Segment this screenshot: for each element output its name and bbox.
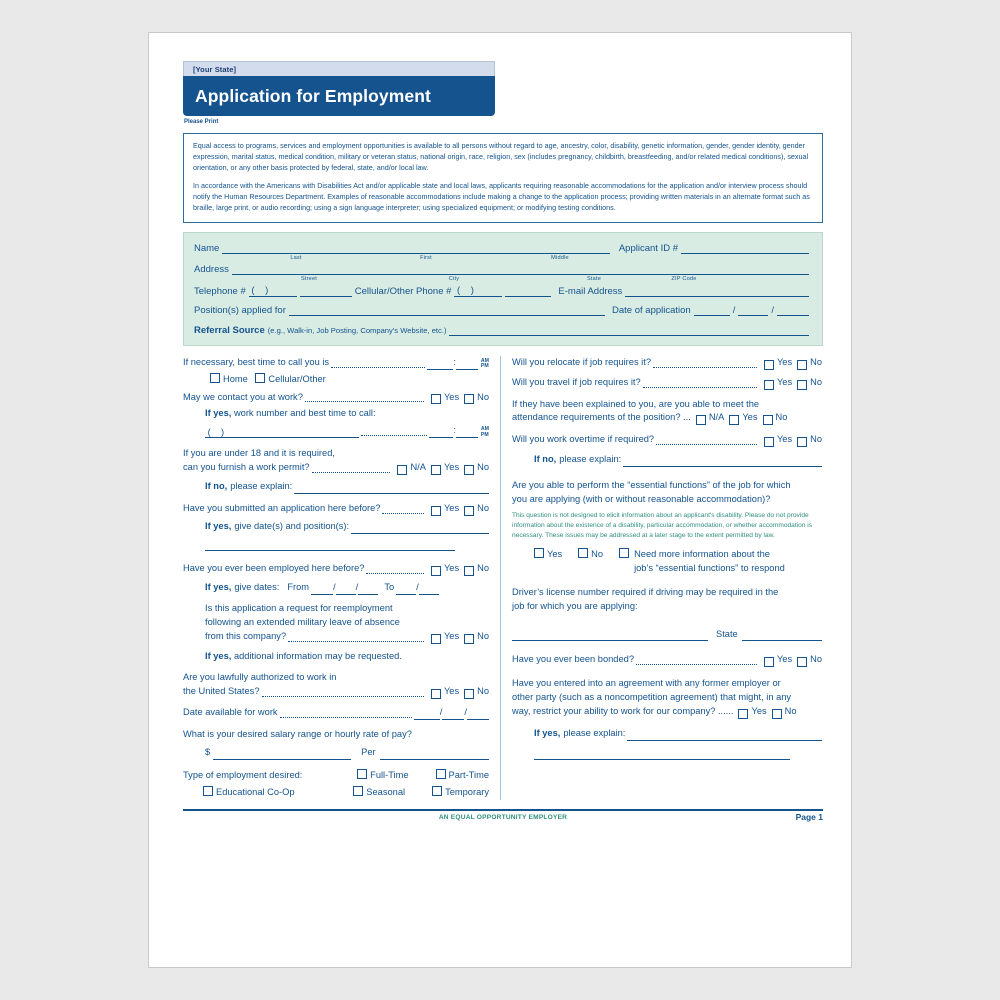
- reemployment-row: [205, 630, 489, 644]
- reemployment-line3: from this company?: [205, 631, 287, 641]
- agreement-explain-input-2[interactable]: [534, 749, 790, 760]
- work-number-areacode-input[interactable]: ( ): [205, 426, 253, 438]
- checkbox-authorized-no[interactable]: [464, 689, 474, 699]
- agreement-explain-label: please explain:: [563, 728, 626, 739]
- bonded-label: Have you ever been bonded?: [512, 654, 634, 665]
- checkbox-work-permit-na[interactable]: [397, 465, 407, 475]
- checkbox-relocate-no[interactable]: [797, 360, 807, 370]
- checkbox-bonded-yes[interactable]: [764, 657, 774, 667]
- caption-zip: ZIP Code: [671, 275, 697, 282]
- phone-row: [194, 285, 812, 297]
- name-input[interactable]: [222, 242, 610, 254]
- address-subcaptions: [194, 276, 812, 282]
- date-of-application-label: Date of application: [612, 304, 691, 316]
- checkbox-overtime-no[interactable]: [797, 437, 807, 447]
- email-label: E-mail Address: [558, 285, 623, 297]
- caption-last: Last: [290, 254, 302, 261]
- applied-before-dates-label: give date(s) and position(s):: [234, 521, 350, 532]
- drivers-license-row: [512, 628, 822, 642]
- am-pm-marker-2: [481, 427, 489, 438]
- checkbox-applied-before-yes[interactable]: [431, 506, 441, 516]
- applied-before-dates-row: [205, 520, 489, 534]
- authorized-row: [183, 685, 489, 699]
- if-no-label-2: If no,: [534, 454, 557, 465]
- employed-before-row: [183, 562, 489, 576]
- checkbox-bonded-no[interactable]: [797, 657, 807, 667]
- state-tag-label: [Your State]: [193, 64, 237, 74]
- to-label: To: [384, 582, 395, 593]
- position-row: Position(s) applied for Date of application / /: [194, 304, 812, 316]
- authorized-line1: Are you lawfully authorized to work in: [183, 671, 337, 682]
- ada-paragraph-2: In accordance with the Americans with Disabilities Act and/or applicable state and local laws, applicants requiring reasonable accommodations for the application and/or interview process should notify the Human Resources Department. Examples of reasonable accommodations include making a change to the application process; providing written materials in an alternate format such as braille, large print, or audio recording; using a sign language interpreter; using specialized equipment; or modifying testing conditions.: [193, 180, 810, 212]
- essential-yes-label: Yes: [547, 548, 563, 559]
- overtime-explain-input[interactable]: [623, 456, 822, 467]
- date-available-row: Date available for work / /: [183, 706, 489, 720]
- reemployment-additional-label: additional information may be requested.: [233, 650, 402, 661]
- caption-middle: Middle: [551, 254, 569, 261]
- cellular-label: Cellular/Other Phone #: [354, 285, 452, 297]
- option-home-label: Home: [223, 373, 248, 384]
- cellular-areacode-input[interactable]: ( ): [454, 285, 502, 297]
- bonded-yes-label: Yes: [776, 654, 793, 665]
- caption-street: Street: [300, 275, 318, 282]
- column-divider: [500, 356, 501, 800]
- position-input[interactable]: [289, 304, 605, 316]
- address-row: [194, 263, 812, 275]
- travel-label: Will you travel if job requires it?: [512, 376, 641, 387]
- authorized-no-label: No: [477, 685, 489, 696]
- applied-before-no-label: No: [477, 503, 489, 514]
- agreement-explain-row2: [534, 749, 822, 763]
- drivers-license-line1: Driver’s license number required if driving may be required in the: [512, 586, 779, 597]
- essential-functions-line2: you are applying (with or without reasonable accommodation)?: [512, 494, 771, 505]
- agreement-line1: Have you entered into an agreement with any former employer or: [512, 678, 781, 689]
- if-yes-label-2: If yes,: [205, 521, 232, 532]
- employed-give-dates-label: give dates:: [234, 582, 280, 593]
- work-permit-explain-row: [205, 480, 489, 494]
- checkbox-contact-work-yes[interactable]: [431, 394, 441, 404]
- overtime-explain-row: [534, 453, 822, 467]
- attendance-line2: attendance requirements of the position? ...: [512, 412, 691, 423]
- work-number-label: work number and best time to call:: [233, 408, 376, 419]
- full-time-label: Full-Time: [370, 769, 409, 780]
- caption-city: City: [448, 275, 460, 282]
- per-label: Per: [361, 746, 376, 757]
- checkbox-attendance-yes[interactable]: [729, 415, 739, 425]
- authorized-yes-label: Yes: [443, 685, 460, 696]
- best-time-to-call-label: If necessary, best time to call you is: [183, 356, 330, 367]
- essential-functions-note: This question is not designed to elicit information about an applicant’s disability. Please do not provide information about the existence of a disability, particular accommodation, or whether accommodation is necessary. These issues may be addressed at a later stage to the extent permitted by law.: [512, 512, 813, 539]
- checkbox-cellular-other[interactable]: [255, 373, 265, 383]
- agreement-explain-row: [534, 727, 822, 741]
- email-input[interactable]: [625, 285, 809, 297]
- right-question-column: [512, 356, 822, 800]
- name-row: [194, 242, 812, 254]
- work-number-prompt: [205, 407, 489, 421]
- telephone-areacode-input[interactable]: ( ): [249, 285, 297, 297]
- checkbox-full-time[interactable]: [357, 769, 367, 779]
- contact-location-options: [205, 373, 489, 387]
- if-no-label-1: If no,: [205, 481, 228, 492]
- checkbox-applied-before-no[interactable]: [464, 506, 474, 516]
- date-available-year-input[interactable]: [467, 709, 489, 720]
- travel-row: [512, 376, 822, 390]
- applicant-id-label: Applicant ID #: [618, 242, 678, 254]
- overtime-yes-label: Yes: [776, 434, 793, 445]
- work-permit-yes-label: Yes: [443, 462, 460, 473]
- eeo-notice-box: [183, 133, 823, 223]
- checkbox-authorized-yes[interactable]: [431, 689, 441, 699]
- work-call-minute-input[interactable]: [456, 427, 478, 438]
- employment-type-row-1: [183, 769, 489, 783]
- contact-at-work-label: May we contact you at work?: [183, 391, 303, 402]
- attendance-yes-label: Yes: [742, 412, 758, 423]
- overtime-no-label: No: [810, 434, 822, 445]
- if-yes-label-1: If yes,: [205, 408, 232, 419]
- employed-before-label: Have you ever been employed here before?: [183, 562, 365, 573]
- reemployment-additional-row: [205, 650, 489, 664]
- checkbox-agreement-yes[interactable]: [738, 709, 748, 719]
- relocate-yes-label: Yes: [776, 356, 793, 367]
- employed-before-yes-label: Yes: [443, 562, 460, 573]
- am-label-2: AM: [480, 426, 489, 433]
- employed-before-dates-row: If yes, give dates: From / / To /: [205, 581, 489, 595]
- employment-type-label: Type of employment desired:: [183, 769, 303, 780]
- option-cellular-other-label: Cellular/Other: [268, 373, 326, 384]
- name-subcaptions: [194, 255, 812, 261]
- drivers-license-line2: job for which you are applying:: [512, 600, 638, 611]
- essential-functions-line1: Are you able to perform the “essential functions” of the job for which: [512, 480, 791, 491]
- date-available-label: Date available for work: [183, 707, 278, 718]
- employment-type-row-2: [183, 786, 489, 800]
- travel-no-label: No: [810, 376, 822, 387]
- part-time-label: Part-Time: [448, 769, 489, 780]
- checkbox-essential-need-more-info[interactable]: [619, 548, 629, 558]
- relocate-no-label: No: [810, 356, 822, 367]
- educational-coop-label: Educational Co-Op: [216, 786, 295, 797]
- checkbox-travel-no[interactable]: [797, 380, 807, 390]
- telephone-label: Telephone #: [194, 285, 246, 297]
- if-yes-label-5: If yes,: [534, 728, 561, 739]
- essential-no-label: No: [591, 548, 604, 559]
- attendance-no-label: No: [775, 412, 788, 423]
- employed-from-month-input[interactable]: [311, 584, 333, 595]
- checkbox-seasonal[interactable]: [353, 786, 363, 796]
- referral-row: [194, 324, 812, 336]
- checkbox-home[interactable]: [210, 373, 220, 383]
- salary-per-input[interactable]: [380, 749, 489, 760]
- license-state-label: State: [716, 628, 738, 639]
- reemployment-no-label: No: [477, 631, 489, 641]
- license-state-input[interactable]: [742, 630, 822, 641]
- date-day-input[interactable]: [738, 304, 768, 316]
- eeo-paragraph-1: Equal access to programs, services and employment opportunities is available to all persons without regard to age, ancestry, color, disability, genetic information, gender, gender identity, gender expression, marital status, medical condition, military or veteran status, national origin, race, religion, sex (includes pregnancy, childbirth, breastfeeding, and/or related medical conditions), sexual orientation, or any other basis protected by federal, state, and/or local law.: [193, 141, 809, 172]
- address-label: Address: [194, 263, 229, 275]
- checkbox-reemployment-yes[interactable]: [431, 634, 441, 644]
- am-pm-marker: [481, 359, 489, 370]
- relocate-row: [512, 356, 822, 370]
- work-permit-no-label: No: [477, 462, 489, 473]
- checkbox-temporary[interactable]: [432, 786, 442, 796]
- seasonal-label: Seasonal: [366, 786, 406, 797]
- work-number-input[interactable]: [253, 427, 359, 438]
- checkbox-educational-coop[interactable]: [203, 786, 213, 796]
- overtime-row: [512, 433, 822, 447]
- reemployment-yes-label: Yes: [443, 631, 460, 641]
- essential-functions-answer-row: [534, 548, 822, 576]
- checkbox-part-time[interactable]: [436, 769, 446, 779]
- need-more-info-line2: job’s “essential functions” to respond: [634, 562, 785, 573]
- bonded-row: [512, 653, 822, 667]
- overtime-explain-label: please explain:: [559, 454, 622, 465]
- overtime-label: Will you work overtime if required?: [512, 434, 655, 445]
- agreement-no-label: No: [784, 706, 797, 717]
- dollar-sign: $: [205, 746, 211, 757]
- bonded-no-label: No: [810, 654, 822, 665]
- checkbox-work-permit-no[interactable]: [464, 465, 474, 475]
- if-yes-label-3: If yes,: [205, 582, 232, 593]
- employed-from-year-input[interactable]: [358, 584, 378, 595]
- checkbox-attendance-no[interactable]: [763, 415, 773, 425]
- footer-divider: [183, 809, 823, 811]
- need-more-info-line1: Need more information about the: [634, 548, 770, 559]
- applicant-id-input[interactable]: [681, 242, 809, 254]
- best-time-to-call-row: If necessary, best time to call you is : AM PM: [183, 356, 489, 370]
- referral-source-label: Referral Source: [194, 324, 265, 336]
- employed-before-no-label: No: [477, 562, 489, 573]
- employed-to-day-input[interactable]: [419, 584, 439, 595]
- address-input[interactable]: [232, 263, 809, 275]
- date-available-day-input[interactable]: [442, 709, 464, 720]
- applied-before-yes-label: Yes: [443, 503, 460, 514]
- page-number: Page 1: [795, 812, 823, 823]
- best-time-minute-input[interactable]: [456, 359, 478, 370]
- checkbox-relocate-yes[interactable]: [764, 360, 774, 370]
- checkbox-employed-before-no[interactable]: [464, 566, 474, 576]
- agreement-row: [512, 705, 822, 719]
- from-label: From: [287, 582, 310, 593]
- applied-before-label: Have you submitted an application here before?: [183, 503, 381, 514]
- pm-label: PM: [480, 363, 489, 370]
- work-permit-line2: can you furnish a work permit?: [183, 462, 310, 473]
- checkbox-work-permit-yes[interactable]: [431, 465, 441, 475]
- checkbox-essential-no[interactable]: [578, 548, 588, 558]
- agreement-yes-label: Yes: [751, 706, 767, 717]
- reemployment-line1: Is this application a request for reemployment: [205, 603, 393, 614]
- work-permit-explain-label: please explain:: [230, 481, 293, 492]
- agreement-line3: way, restrict your ability to work for our company? ......: [512, 706, 734, 717]
- position-label: Position(s) applied for: [194, 304, 286, 316]
- applicant-info-block: [183, 232, 823, 346]
- contact-at-work-row: [183, 391, 489, 405]
- agreement-explain-input[interactable]: [627, 730, 822, 741]
- page-title: Application for Employment: [195, 85, 431, 106]
- referral-source-hint: (e.g., Walk-in, Job Posting, Company's Website, etc.): [267, 325, 447, 335]
- work-permit-na-label: N/A: [410, 462, 426, 473]
- state-tag-bar: [183, 61, 495, 76]
- form-title-bar: [183, 76, 495, 116]
- travel-yes-label: Yes: [776, 376, 793, 387]
- desired-salary-row: [205, 746, 489, 760]
- authorized-line2: the United States?: [183, 685, 260, 696]
- drivers-license-input[interactable]: [512, 630, 708, 641]
- checkbox-agreement-no[interactable]: [772, 709, 782, 719]
- pm-label-2: PM: [480, 431, 489, 438]
- form-page: [148, 32, 852, 968]
- relocate-label: Will you relocate if job requires it?: [512, 356, 651, 367]
- work-permit-line1: If you are under 18 and it is required,: [183, 448, 335, 459]
- agreement-line2: other party (such as a noncompetition agreement) that might, in any: [512, 692, 792, 703]
- work-permit-row: [183, 461, 489, 475]
- work-call-hour-input[interactable]: [429, 427, 453, 438]
- temporary-label: Temporary: [445, 786, 489, 797]
- reemployment-line2: following an extended military leave of absence: [205, 617, 400, 628]
- telephone-input[interactable]: [300, 285, 352, 297]
- work-number-row: ( ) : AM PM: [205, 425, 489, 438]
- attendance-na-label: N/A: [708, 412, 725, 423]
- checkbox-attendance-na[interactable]: [696, 415, 706, 425]
- date-month-input[interactable]: [694, 304, 730, 316]
- please-print-label: Please Print: [184, 119, 219, 125]
- checkbox-reemployment-no[interactable]: [464, 634, 474, 644]
- checkbox-travel-yes[interactable]: [764, 380, 774, 390]
- applied-before-dates-row2: [205, 540, 489, 554]
- date-available-month-input[interactable]: [414, 709, 440, 720]
- caption-state: State: [586, 275, 602, 282]
- desired-salary-input[interactable]: [213, 749, 351, 760]
- desired-salary-label: What is your desired salary range or hourly rate of pay?: [183, 729, 412, 739]
- attendance-row: [512, 411, 822, 425]
- date-year-input[interactable]: [777, 304, 809, 316]
- if-yes-label-4: If yes,: [205, 650, 232, 661]
- employed-to-month-input[interactable]: [396, 584, 416, 595]
- equal-opportunity-statement: AN EQUAL OPPORTUNITY EMPLOYER: [438, 813, 568, 821]
- applied-before-dates-input[interactable]: [351, 523, 489, 534]
- caption-first: First: [420, 254, 432, 261]
- employed-from-day-input[interactable]: [336, 584, 356, 595]
- am-label: AM: [480, 357, 489, 364]
- left-question-column: [183, 356, 489, 800]
- page-footer: [183, 814, 823, 821]
- cellular-input[interactable]: [505, 285, 551, 297]
- contact-work-no-label: No: [477, 391, 489, 402]
- contact-work-yes-label: Yes: [443, 391, 460, 402]
- checkbox-essential-yes[interactable]: [534, 548, 544, 558]
- name-label: Name: [194, 242, 220, 254]
- work-permit-explain-input[interactable]: [294, 483, 489, 494]
- checkbox-employed-before-yes[interactable]: [431, 566, 441, 576]
- referral-source-input[interactable]: [449, 324, 809, 336]
- best-time-hour-input[interactable]: [427, 359, 453, 370]
- checkbox-contact-work-no[interactable]: [464, 394, 474, 404]
- attendance-line1: If they have been explained to you, are you able to meet the: [512, 398, 760, 409]
- applied-before-row: [183, 502, 489, 516]
- checkbox-overtime-yes[interactable]: [764, 437, 774, 447]
- applied-before-dates-input-2[interactable]: [205, 540, 455, 551]
